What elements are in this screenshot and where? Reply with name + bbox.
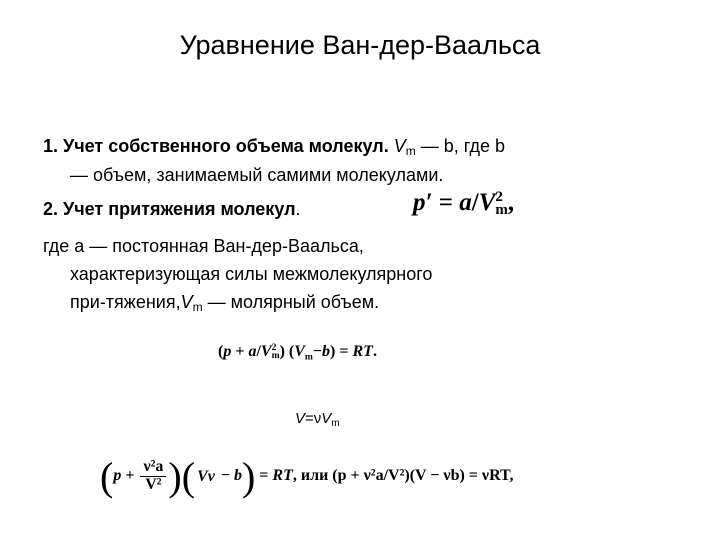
item-1-m-sub: m (405, 144, 416, 158)
e1-sub: m (271, 350, 280, 362)
f1-a: a (459, 189, 472, 216)
vol-eq: =ν (305, 410, 322, 427)
e2-frac-1 (140, 459, 166, 494)
e2-open1: ( (100, 454, 114, 499)
where-line-3 (70, 290, 379, 314)
item-1-lead: 1. Учет собственного объема молекул. (43, 136, 389, 156)
e1-plus: + (231, 343, 249, 360)
e1-v2: V (294, 343, 305, 360)
f1-v: V (478, 189, 496, 216)
f1-sub: m (495, 201, 508, 218)
e1-eq: = (335, 343, 353, 360)
item-1-line-1 (43, 134, 505, 158)
e2-open2: ( (181, 454, 196, 499)
formula-vdw-general (100, 453, 514, 500)
where-line-2: характеризующая силы межмолекулярного (70, 264, 433, 284)
formula-vdw-molar (218, 343, 377, 361)
e2-rt: RT (272, 467, 293, 485)
e2-b: b (233, 467, 242, 485)
f1-exp: 2 (495, 189, 503, 205)
e2-close1: ) (168, 454, 182, 499)
e1-close: ) (279, 343, 285, 360)
where-line-1: где a — постоянная Ван-дер-Ваальса, (43, 236, 364, 256)
where-line-3b: — молярный объем. (202, 292, 380, 312)
slide-title: Уравнение Ван-дер-Ваальса (179, 30, 541, 60)
e2-tail: (p + ν²a/V²)(V − νb) = νRT, (332, 467, 514, 485)
e1-supsub (272, 344, 280, 360)
e1-p: p (223, 343, 232, 360)
e1-close2: ) (330, 343, 336, 360)
e2-close2: ) (241, 454, 256, 499)
e2-minus: − (216, 467, 234, 485)
item-2-dot: . (295, 199, 301, 219)
f1-p: p′ (413, 189, 433, 216)
where-line-3a: при-тяжения, (70, 292, 181, 312)
e2-fnum: V (197, 467, 208, 485)
formula-volume (295, 407, 340, 431)
where-m-sub: m (192, 300, 203, 314)
vol-v: V (295, 410, 306, 427)
e1-a: a (248, 343, 257, 360)
where-v: V (180, 292, 193, 312)
e1-b: b (322, 343, 331, 360)
e1-v: V (260, 343, 272, 360)
item-1-v: V (393, 136, 406, 156)
e2-num: ν²a (140, 459, 166, 477)
item-1-rest: — b, где b (415, 136, 506, 156)
e2-eq: = (255, 467, 273, 485)
e1-minus: − (312, 343, 323, 360)
item-1-line-2: — объем, занимаемый самими молекулами. (70, 165, 444, 185)
e2-p: p (113, 467, 122, 485)
e1-exp: 2 (271, 342, 277, 354)
item-2-line (43, 197, 301, 221)
e2-den: V² (145, 476, 162, 493)
f1-eq: = (432, 189, 460, 216)
e1-slash: / (256, 343, 261, 360)
e1-dot: . (372, 343, 377, 360)
e1-sub2: m (304, 351, 313, 363)
e1-rt: RT (352, 343, 373, 360)
e2-plus: + (121, 467, 139, 485)
f1-comma: , (507, 189, 515, 216)
e1-open2: ( (284, 343, 295, 360)
vol-v2: V (321, 410, 332, 427)
formula-internal-pressure (413, 189, 514, 217)
e1-open: ( (218, 343, 224, 360)
vol-sub: m (331, 418, 340, 429)
e2-ili: , или (292, 467, 333, 485)
f1-slash: / (471, 189, 479, 216)
item-2-lead: 2. Учет притяжения молекул (43, 199, 296, 219)
f1-supsub (495, 191, 508, 217)
e2-frac-2 (197, 468, 215, 486)
e2-fden: ν (207, 467, 215, 485)
